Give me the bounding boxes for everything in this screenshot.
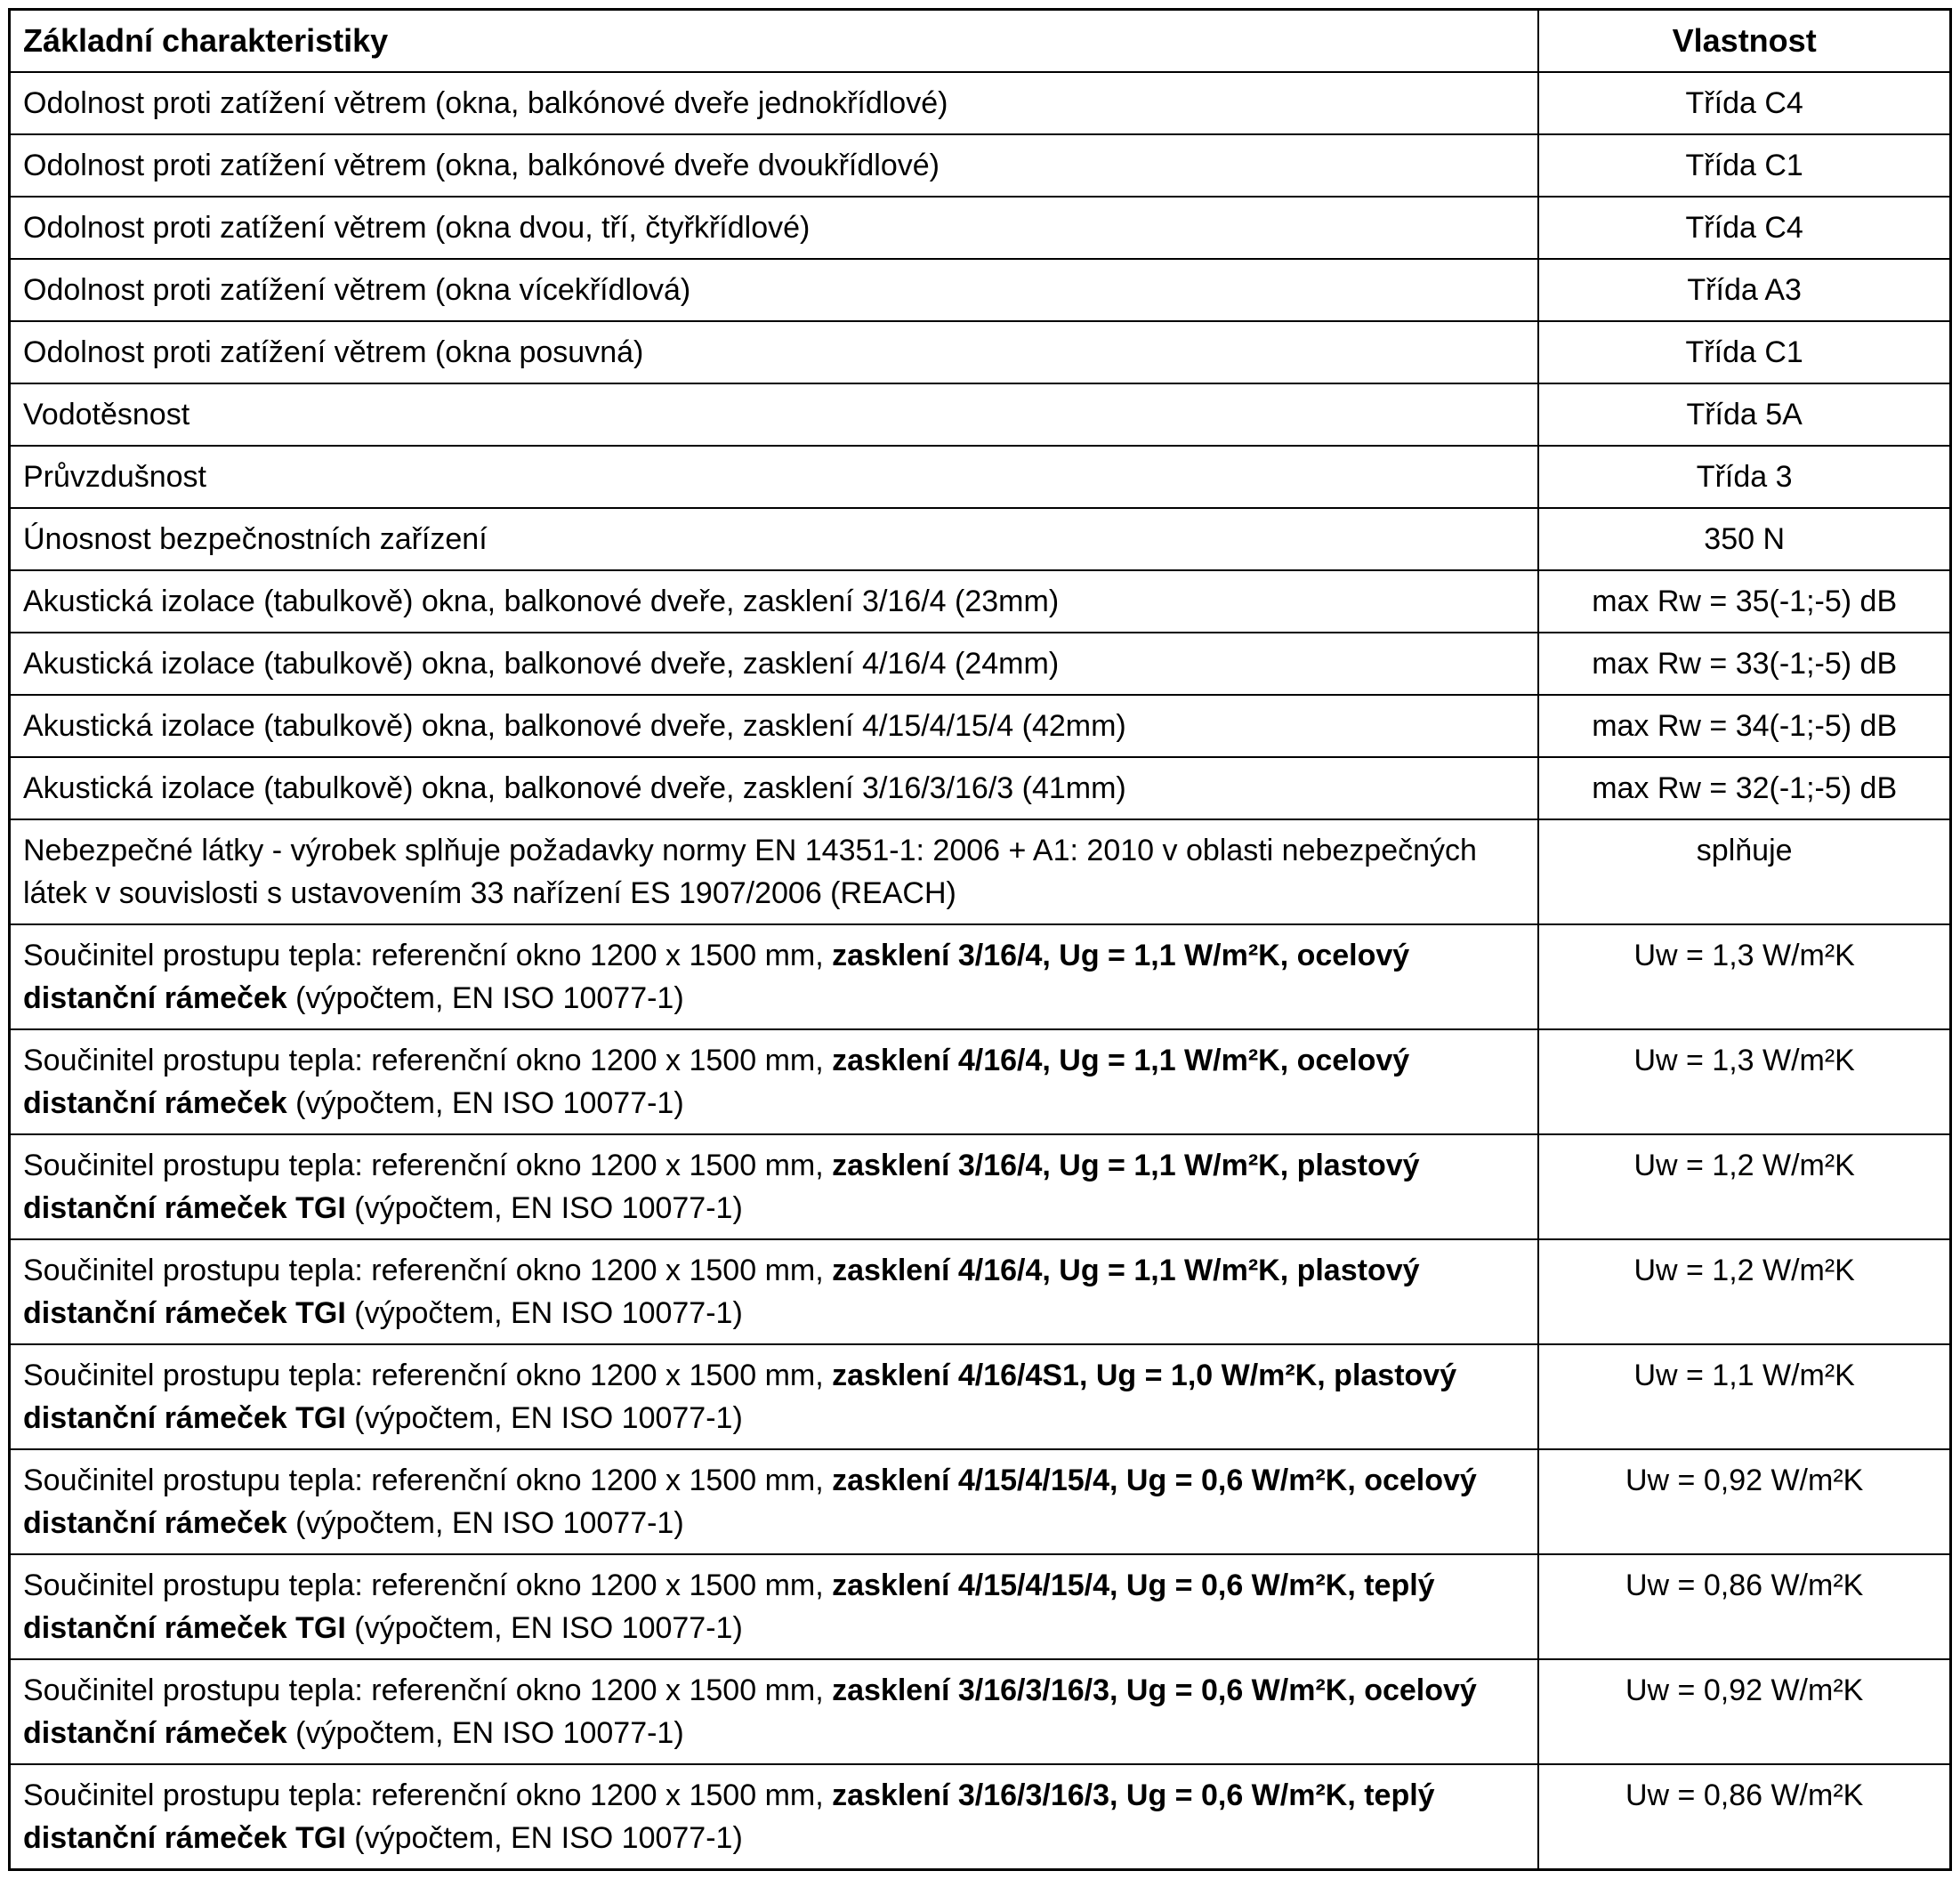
table-row xyxy=(10,1134,1951,1239)
table-header-property: Vlastnost xyxy=(1538,10,1950,73)
characteristic-text-bold: zasklení 3/16/3/16/3, Ug = 0,6 W/m²K, ocelový distanční rámeček xyxy=(23,1673,1477,1750)
characteristic-cell xyxy=(10,72,1539,134)
table-row xyxy=(10,1764,1951,1870)
table-row xyxy=(10,446,1951,508)
table-row xyxy=(10,259,1951,321)
characteristic-text: Odolnost proti zatížení větrem (okna posuvná) xyxy=(23,335,644,369)
property-cell: Třída A3 xyxy=(1538,259,1950,321)
characteristic-text: Odolnost proti zatížení větrem (okna vícekřídlová) xyxy=(23,273,691,307)
characteristic-text: Součinitel prostupu tepla: referenční okno 1200 x 1500 mm, xyxy=(23,1464,833,1497)
characteristic-text: Akustická izolace (tabulkově) okna, balkonové dveře, zasklení 4/16/4 (24mm) xyxy=(23,647,1060,681)
property-cell: Třída C4 xyxy=(1538,197,1950,259)
characteristic-cell xyxy=(10,1134,1539,1239)
characteristic-text: Součinitel prostupu tepla: referenční okno 1200 x 1500 mm, xyxy=(23,1673,833,1707)
table-row xyxy=(10,197,1951,259)
characteristic-cell xyxy=(10,633,1539,695)
table-row xyxy=(10,924,1951,1029)
table-row xyxy=(10,321,1951,383)
table-row xyxy=(10,72,1951,134)
characteristic-text-bold: zasklení 3/16/3/16/3, Ug = 0,6 W/m²K, teplý distanční rámeček TGI xyxy=(23,1778,1435,1855)
characteristic-cell xyxy=(10,1554,1539,1659)
characteristic-text: Průvzdušnost xyxy=(23,460,206,494)
characteristic-cell xyxy=(10,1029,1539,1134)
characteristic-cell xyxy=(10,259,1539,321)
table-row xyxy=(10,1449,1951,1554)
property-cell: Uw = 1,3 W/m²K xyxy=(1538,1029,1950,1134)
characteristic-cell xyxy=(10,321,1539,383)
characteristic-text: Akustická izolace (tabulkově) okna, balkonové dveře, zasklení 3/16/3/16/3 (41mm) xyxy=(23,771,1126,805)
property-cell: Třída C1 xyxy=(1538,321,1950,383)
characteristic-cell xyxy=(10,819,1539,924)
property-cell: Uw = 0,92 W/m²K xyxy=(1538,1659,1950,1764)
characteristics-table xyxy=(8,8,1952,1871)
characteristic-text: Součinitel prostupu tepla: referenční okno 1200 x 1500 mm, xyxy=(23,1778,833,1812)
characteristic-cell xyxy=(10,1764,1539,1870)
characteristic-text: (výpočtem, EN ISO 10077-1) xyxy=(345,1611,743,1645)
characteristic-cell xyxy=(10,757,1539,819)
property-cell: Uw = 1,2 W/m²K xyxy=(1538,1134,1950,1239)
characteristic-cell xyxy=(10,924,1539,1029)
property-cell: max Rw = 33(-1;-5) dB xyxy=(1538,633,1950,695)
characteristic-cell xyxy=(10,383,1539,446)
characteristic-text-bold: zasklení 3/16/4, Ug = 1,1 W/m²K, ocelový distanční rámeček xyxy=(23,939,1410,1015)
property-cell: 350 N xyxy=(1538,508,1950,570)
table-row xyxy=(10,134,1951,197)
property-cell: Třída 5A xyxy=(1538,383,1950,446)
table-row xyxy=(10,1659,1951,1764)
characteristic-text-bold: zasklení 4/15/4/15/4, Ug = 0,6 W/m²K, ocelový distanční rámeček xyxy=(23,1464,1477,1540)
characteristic-text: (výpočtem, EN ISO 10077-1) xyxy=(286,1506,684,1540)
table-row xyxy=(10,570,1951,633)
property-cell: Uw = 0,92 W/m²K xyxy=(1538,1449,1950,1554)
characteristic-text-bold: zasklení 4/15/4/15/4, Ug = 0,6 W/m²K, teplý distanční rámeček TGI xyxy=(23,1569,1435,1645)
table-row xyxy=(10,383,1951,446)
table-head xyxy=(10,10,1951,73)
property-cell: Třída C4 xyxy=(1538,72,1950,134)
table-row xyxy=(10,695,1951,757)
characteristic-text: (výpočtem, EN ISO 10077-1) xyxy=(345,1296,743,1330)
property-cell: max Rw = 34(-1;-5) dB xyxy=(1538,695,1950,757)
characteristic-text-bold: zasklení 4/16/4, Ug = 1,1 W/m²K, ocelový distanční rámeček xyxy=(23,1044,1410,1120)
table-row xyxy=(10,1344,1951,1449)
property-cell: splňuje xyxy=(1538,819,1950,924)
property-cell: Uw = 0,86 W/m²K xyxy=(1538,1554,1950,1659)
characteristic-text-bold: zasklení 4/16/4S1, Ug = 1,0 W/m²K, plastový distanční rámeček TGI xyxy=(23,1359,1457,1435)
characteristic-cell xyxy=(10,197,1539,259)
table-row xyxy=(10,1554,1951,1659)
table-body xyxy=(10,72,1951,1870)
characteristic-text: (výpočtem, EN ISO 10077-1) xyxy=(286,1716,684,1750)
characteristic-text: Součinitel prostupu tepla: referenční okno 1200 x 1500 mm, xyxy=(23,939,833,972)
characteristic-text: Odolnost proti zatížení větrem (okna dvou, tří, čtyřkřídlové) xyxy=(23,211,811,245)
characteristic-text: Odolnost proti zatížení větrem (okna, balkónové dveře jednokřídlové) xyxy=(23,86,948,120)
characteristic-cell xyxy=(10,570,1539,633)
table-row xyxy=(10,819,1951,924)
characteristic-text: Akustická izolace (tabulkově) okna, balkonové dveře, zasklení 3/16/4 (23mm) xyxy=(23,585,1060,618)
characteristic-text: Nebezpečné látky - výrobek splňuje požadavky normy EN 14351-1: 2006 + A1: 2010 v oblasti nebezpečných látek v souvislosti s ustavovením 33 nařízení ES 1907/2006 (REACH) xyxy=(23,834,1477,910)
characteristic-text: (výpočtem, EN ISO 10077-1) xyxy=(286,981,684,1015)
characteristic-cell xyxy=(10,1659,1539,1764)
characteristic-cell xyxy=(10,446,1539,508)
property-cell: Třída C1 xyxy=(1538,134,1950,197)
characteristic-text: (výpočtem, EN ISO 10077-1) xyxy=(345,1191,743,1225)
characteristic-text: Akustická izolace (tabulkově) okna, balkonové dveře, zasklení 4/15/4/15/4 (42mm) xyxy=(23,709,1126,743)
property-cell: Uw = 1,3 W/m²K xyxy=(1538,924,1950,1029)
characteristic-text: Součinitel prostupu tepla: referenční okno 1200 x 1500 mm, xyxy=(23,1569,833,1602)
characteristic-text-bold: zasklení 3/16/4, Ug = 1,1 W/m²K, plastový distanční rámeček TGI xyxy=(23,1149,1420,1225)
table-row xyxy=(10,633,1951,695)
characteristic-cell xyxy=(10,1344,1539,1449)
characteristic-text-bold: zasklení 4/16/4, Ug = 1,1 W/m²K, plastový distanční rámeček TGI xyxy=(23,1254,1420,1330)
table-row xyxy=(10,1029,1951,1134)
characteristic-text: Součinitel prostupu tepla: referenční okno 1200 x 1500 mm, xyxy=(23,1044,833,1077)
characteristic-cell xyxy=(10,508,1539,570)
property-cell: Uw = 1,2 W/m²K xyxy=(1538,1239,1950,1344)
characteristic-text: Únosnost bezpečnostních zařízení xyxy=(23,522,488,556)
characteristic-cell xyxy=(10,134,1539,197)
characteristic-cell xyxy=(10,1449,1539,1554)
characteristic-cell xyxy=(10,1239,1539,1344)
characteristic-text: (výpočtem, EN ISO 10077-1) xyxy=(345,1821,743,1855)
table-row xyxy=(10,757,1951,819)
table-header-row xyxy=(10,10,1951,73)
characteristic-text: Vodotěsnost xyxy=(23,398,190,431)
characteristic-text: Součinitel prostupu tepla: referenční okno 1200 x 1500 mm, xyxy=(23,1359,833,1392)
property-cell: Uw = 0,86 W/m²K xyxy=(1538,1764,1950,1870)
table-row xyxy=(10,1239,1951,1344)
characteristic-text: (výpočtem, EN ISO 10077-1) xyxy=(286,1086,684,1120)
characteristic-cell xyxy=(10,695,1539,757)
characteristic-text: Součinitel prostupu tepla: referenční okno 1200 x 1500 mm, xyxy=(23,1149,833,1182)
table-row xyxy=(10,508,1951,570)
property-cell: Třída 3 xyxy=(1538,446,1950,508)
property-cell: max Rw = 32(-1;-5) dB xyxy=(1538,757,1950,819)
characteristic-text: Součinitel prostupu tepla: referenční okno 1200 x 1500 mm, xyxy=(23,1254,833,1287)
property-cell: Uw = 1,1 W/m²K xyxy=(1538,1344,1950,1449)
property-cell: max Rw = 35(-1;-5) dB xyxy=(1538,570,1950,633)
table-header-characteristics: Základní charakteristiky xyxy=(10,10,1539,73)
characteristic-text: Odolnost proti zatížení větrem (okna, balkónové dveře dvoukřídlové) xyxy=(23,149,940,182)
characteristic-text: (výpočtem, EN ISO 10077-1) xyxy=(345,1401,743,1435)
